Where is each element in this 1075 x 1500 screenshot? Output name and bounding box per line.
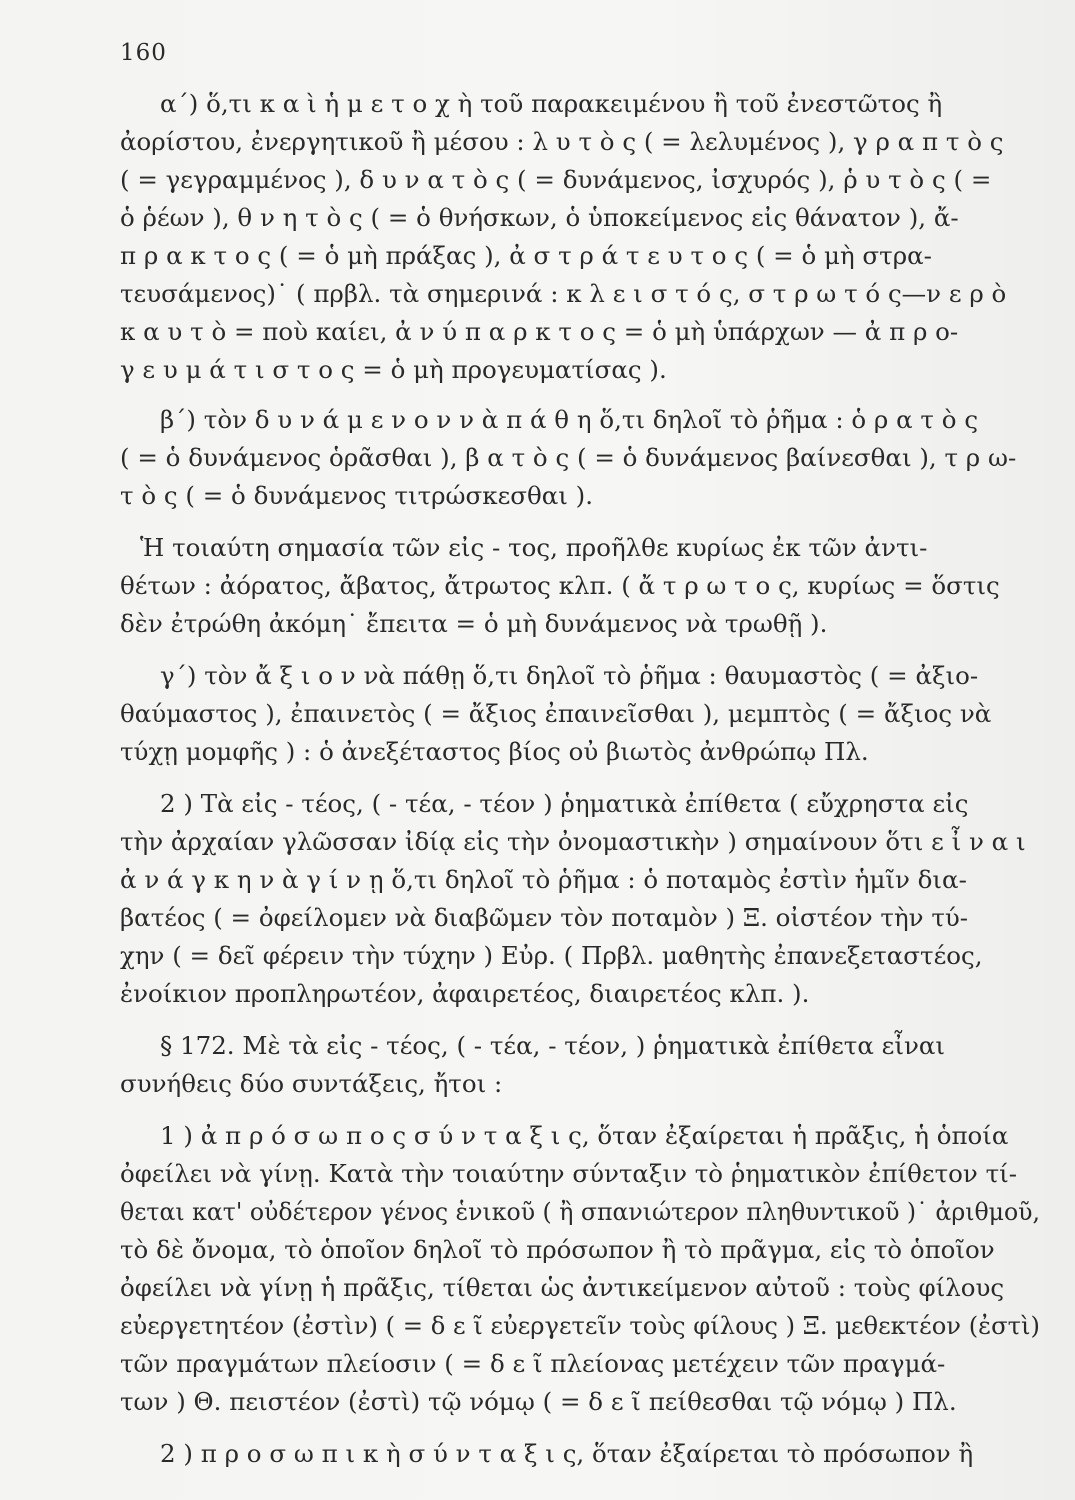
text-line: ἀορίστου, ἐνεργητικοῦ ἢ μέσου : λ υ τ ὸ ς ( = λελυμένος ), γ ρ α π τ ὸ ς — [120, 127, 1004, 156]
text-line: ἐνοίκιον προπληρωτέον, ἀφαιρετέος, διαιρετέος κλπ. ). — [120, 979, 810, 1008]
section-heading: § 172. Μὲ τὰ εἰς - τέος, ( - τέα, - τέον, ) ῥηματικὰ ἐπίθετα εἶναι — [160, 1031, 945, 1060]
text-line: τὴν ἀρχαίαν γλῶσσαν ἰδίᾳ εἰς τὴν ὀνομαστικὴν ) σημαίνουν ὅτι ε ἶ ν α ι — [120, 827, 1026, 856]
text-line: ὀφείλει νὰ γίνῃ. Κατὰ τὴν τοιαύτην σύνταξιν τὸ ῥηματικὸν ἐπίθετον τί- — [120, 1159, 1018, 1188]
text-line: θεται κατ' οὐδέτερον γένος ἑνικοῦ ( ἢ σπανιώτερον πληθυντικοῦ )˙ ἀριθμοῦ, — [120, 1197, 1041, 1226]
text-line: χην ( = δεῖ φέρειν τὴν τύχην ) Εὐρ. ( Πρβλ. μαθητὴς ἐπανεξεταστέος, — [120, 941, 983, 970]
text-line: συνήθεις δύο συντάξεις, ἤτοι : — [120, 1069, 503, 1098]
text-line: ὀφείλει νὰ γίνῃ ἡ πρᾶξις, τίθεται ὡς ἀντικείμενον αὐτοῦ : τοὺς φίλους — [120, 1273, 1005, 1302]
text-line: των ) Θ. πειστέον (ἐστὶ) τῷ νόμῳ ( = δ ε ῖ πείθεσθαι τῷ νόμῳ ) Πλ. — [120, 1387, 957, 1416]
text-line: τύχῃ μομφῆς ) : ὁ ἀνεξέταστος βίος οὐ βιωτὸς ἀνθρώπῳ Πλ. — [120, 737, 869, 766]
text-line: 2 ) π ρ ο σ ω π ι κ ὴ σ ύ ν τ α ξ ι ς, ὅταν ἐξαίρεται τὸ πρόσωπον ἢ — [160, 1439, 974, 1468]
text-line: τ ὸ ς ( = ὁ δυνάμενος τιτρώσκεσθαι ). — [120, 481, 594, 510]
text-line: ( = ὁ δυνάμενος ὁρᾶσθαι ), β α τ ὸ ς ( = ὁ δυνάμενος βαίνεσθαι ), τ ρ ω- — [120, 443, 1017, 472]
text-line: ὁ ῥέων ), θ ν η τ ὸ ς ( = ὁ θνήσκων, ὁ ὑποκείμενος εἰς θάνατον ), ἄ- — [120, 203, 959, 232]
text-line: γ΄) τὸν ἄ ξ ι ο ν νὰ πάθῃ ὅ,τι δηλοῖ τὸ ῥῆμα : θαυμαστὸς ( = ἀξιο- — [160, 661, 979, 690]
text-line: εὐεργετητέον (ἐστὶν) ( = δ ε ῖ εὐεργετεῖν τοὺς φίλους ) Ξ. μεθεκτέον (ἐστὶ) — [120, 1311, 1041, 1340]
text-line: βατέος ( = ὀφείλομεν νὰ διαβῶμεν τὸν ποταμὸν ) Ξ. οἰστέον τὴν τύ- — [120, 903, 969, 932]
text-line: τευσάμενος)˙ ( πρβλ. τὰ σημερινά : κ λ ε ι σ τ ό ς, σ τ ρ ω τ ό ς—ν ε ρ ὸ — [120, 279, 1007, 308]
text-line: κ α υ τ ὸ = ποὺ καίει, ἀ ν ύ π α ρ κ τ ο ς = ὁ μὴ ὑπάρχων — ἀ π ρ ο- — [120, 317, 959, 346]
text-line: β΄) τὸν δ υ ν ά μ ε ν ο ν ν ὰ π ά θ η ὅ,τι δηλοῖ τὸ ῥῆμα : ὁ ρ α τ ὸ ς — [160, 405, 979, 434]
text-line: 2 ) Τὰ εἰς - τέος, ( - τέα, - τέον ) ῥηματικὰ ἐπίθετα ( εὔχρηστα εἰς — [160, 789, 969, 818]
text-line: ἀ ν ά γ κ η ν ὰ γ ί ν ῃ ὅ,τι δηλοῖ τὸ ῥῆμα : ὁ ποταμὸς ἐστὶν ἡμῖν δια- — [120, 865, 967, 894]
text-line: 1 ) ἀ π ρ ό σ ω π ο ς σ ύ ν τ α ξ ι ς, ὅταν ἐξαίρεται ἡ πρᾶξις, ἡ ὁποία — [160, 1121, 1009, 1150]
text-line: δὲν ἐτρώθη ἀκόμη˙ ἔπειτα = ὁ μὴ δυνάμενος νὰ τρωθῇ ). — [120, 609, 828, 638]
text-line: π ρ α κ τ ο ς ( = ὁ μὴ πράξας ), ἀ σ τ ρ ά τ ε υ τ ο ς ( = ὁ μὴ στρα- — [120, 241, 932, 270]
text-line: τῶν πραγμάτων πλείοσιν ( = δ ε ῖ πλείονας μετέχειν τῶν πραγμά- — [120, 1349, 946, 1378]
text-line: θέτων : ἀόρατος, ἄβατος, ἄτρωτος κλπ. ( ἄ τ ρ ω τ ο ς, κυρίως = ὅστις — [120, 571, 1000, 600]
text-line: γ ε υ μ ά τ ι σ τ ο ς = ὁ μὴ προγευματίσας ). — [120, 355, 667, 384]
text-line: ( = γεγραμμένος ), δ υ ν α τ ὸ ς ( = δυνάμενος, ἰσχυρός ), ῥ υ τ ὸ ς ( = — [120, 165, 992, 194]
page-number: 160 — [120, 40, 167, 66]
text-line: α΄) ὅ,τι κ α ὶ ἡ μ ε τ ο χ ὴ τοῦ παρακειμένου ἢ τοῦ ἐνεστῶτος ἢ — [160, 89, 943, 118]
text-line: θαύμαστος ), ἐπαινετὸς ( = ἄξιος ἐπαινεῖσθαι ), μεμπτὸς ( = ἄξιος νὰ — [120, 699, 992, 728]
text-line: τὸ δὲ ὄνομα, τὸ ὁποῖον δηλοῖ τὸ πρόσωπον ἢ τὸ πρᾶγμα, εἰς τὸ ὁποῖον — [120, 1235, 995, 1264]
text-line: Ἡ τοιαύτη σημασία τῶν εἰς - τος, προῆλθε κυρίως ἐκ τῶν ἀντι- — [140, 533, 928, 562]
